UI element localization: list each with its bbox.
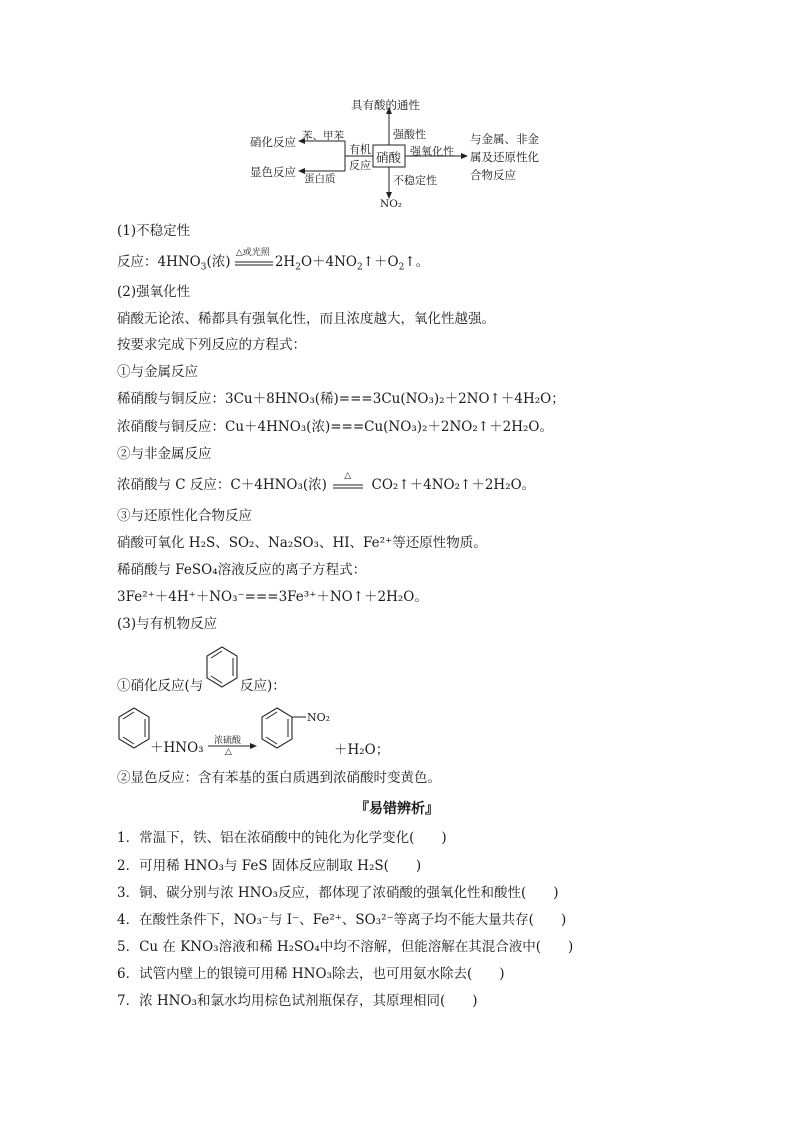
sec2-reduc-title: ③与还原性化合物反应 — [117, 508, 252, 524]
eq-text: ↑。 — [404, 254, 430, 270]
diagram-nitration: 硝化反应 — [250, 135, 296, 149]
sec2-heading: (2)强氧化性 — [117, 284, 191, 300]
sec2-feso4: 稀硝酸与 FeSO₄溶液反应的离子方程式： — [117, 562, 367, 578]
sec2-reduc-desc: 硝酸可氧化 H₂S、SO₂、Na₂SO₃、HI、Fe²⁺等还原性物质。 — [117, 535, 487, 551]
condition-label: △或光照 — [235, 247, 270, 258]
error-item: 5．Cu 在 KNO₃溶液和稀 H₂SO₄中均不溶解，但能溶解在其混合液中( ) — [117, 939, 574, 955]
diagram-oxidizing: 强氧化性 — [410, 145, 454, 158]
sec2-ionic: 3Fe²⁺＋4H⁺＋NO₃⁻===3Fe³⁺＋NO↑＋2H₂O。 — [117, 589, 428, 605]
error-item: 4．在酸性条件下，NO₃⁻与 I⁻、Fe²⁺、SO₃²⁻等离子均不能大量共存( ) — [117, 912, 567, 928]
diagram-nitration-reagent: 苯、甲苯 — [302, 130, 344, 142]
eq-text: ↑＋O — [362, 254, 399, 270]
eq-text: (浓) — [206, 254, 231, 270]
eq-sub: 2 — [295, 262, 301, 273]
sec3-no2: NO₂ — [307, 711, 331, 724]
equals-condition — [235, 247, 275, 272]
eq-text: 2H — [274, 254, 296, 270]
sec3-color: ②显色反应：含有苯基的蛋白质遇到浓硝酸时变黄色。 — [117, 770, 441, 786]
eq-text: 浓硝酸与 C 反应：C＋4HNO₃(浓) — [117, 477, 327, 493]
diagram-no2: NO₂ — [380, 198, 403, 210]
error-item: 6．试管内壁上的银镜可用稀 HNO₃除去，也可用氨水除去( ) — [117, 966, 505, 982]
sec3-heat: △ — [225, 747, 232, 757]
eq-text: O＋4NO — [300, 254, 357, 270]
sec2-ask: 按要求完成下列反应的方程式： — [117, 337, 306, 353]
eq-sub: 2 — [398, 262, 405, 273]
diagram-right-3: 合物反应 — [470, 168, 516, 182]
sec2-conc-c — [117, 470, 536, 495]
diagram-center-label: 硝酸 — [376, 150, 402, 165]
sec3-nitration-b: 反应)： — [240, 678, 286, 694]
errors-title: 『易错辨析』 — [355, 801, 439, 817]
eq-sub: 2 — [356, 262, 363, 273]
diagram-right-2: 属及还原性化 — [470, 150, 539, 164]
eq-sub: 3 — [200, 262, 207, 273]
diagram-top-label: 具有酸的通性 — [351, 98, 420, 112]
sec2-nonmetal-title: ②与非金属反应 — [117, 446, 212, 462]
error-item: 1．常温下，铁、铝在浓硝酸中的钝化为化学变化( ) — [117, 830, 447, 846]
diagram-color: 显色反应 — [250, 165, 296, 179]
sec2-desc: 硝酸无论浓、稀都具有强氧化性，而且浓度越大，氧化性越强。 — [117, 311, 495, 327]
equals-condition — [331, 470, 367, 495]
diagram-unstable: 不稳定性 — [393, 174, 437, 187]
benzene-ring-icon — [205, 645, 239, 693]
diagram-organic-1: 有机 — [349, 143, 371, 156]
error-item: 7．浓 HNO₃和氯水均用棕色试剂瓶保存，其原理相同( ) — [117, 993, 478, 1009]
eq-text: CO₂↑＋4NO₂↑＋2H₂O。 — [371, 477, 536, 493]
diagram-acid: 强酸性 — [393, 128, 426, 141]
heat-label: △ — [344, 470, 352, 481]
error-item: 3．铜、碳分别与浓 HNO₃反应，都体现了浓硝酸的强氧化性和酸性( ) — [117, 885, 559, 901]
error-item: 2．可用稀 HNO₃与 FeS 固体反应制取 H₂S( ) — [117, 858, 422, 874]
sec3-water: ＋H₂O； — [334, 742, 390, 758]
benzene-ring-icon — [117, 706, 151, 754]
sec2-conc-cu: 浓硝酸与铜反应：Cu＋4HNO₃(浓)===Cu(NO₃)₂＋2NO₂↑＋2H₂O。 — [117, 419, 553, 435]
nitrobenzene-ring-icon — [260, 706, 310, 754]
arrow-right-icon — [461, 153, 468, 159]
reaction-arrow-icon — [208, 742, 258, 750]
sec3-hno3: ＋HNO₃ — [150, 740, 204, 756]
sec1-equation — [117, 247, 430, 273]
sec1-heading: (1)不稳定性 — [117, 223, 191, 239]
sec2-metal-title: ①与金属反应 — [117, 364, 198, 380]
sec3-nitration-a: ①硝化反应(与 — [117, 678, 204, 694]
diagram-color-reagent: 蛋白质 — [304, 173, 336, 185]
sec3-catalyst: 浓硫酸 — [214, 736, 242, 746]
diagram-organic-2: 反应 — [349, 159, 371, 172]
diagram-right-1: 与金属、非金 — [470, 132, 539, 146]
sec2-dilute-cu: 稀硝酸与铜反应：3Cu＋8HNO₃(稀)===3Cu(NO₃)₂＋2NO↑＋4H₂O； — [117, 391, 565, 407]
sec3-heading: (3)与有机物反应 — [117, 616, 218, 632]
eq-text: 反应：4HNO — [117, 254, 201, 270]
